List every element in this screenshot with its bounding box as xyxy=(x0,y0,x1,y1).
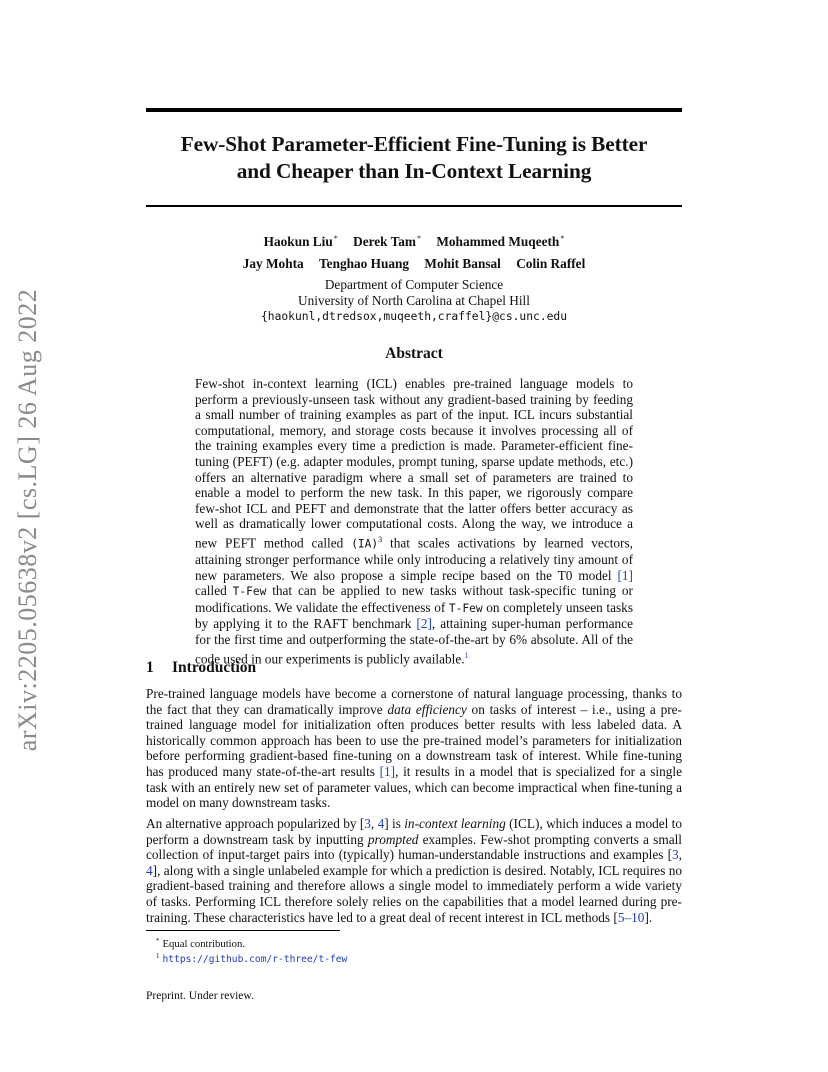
citation-link[interactable]: [1] xyxy=(379,763,396,779)
arxiv-side-stamp: arXiv:2205.05638v2 [cs.LG] 26 Aug 2022 xyxy=(13,288,42,752)
paper-title xyxy=(146,131,682,185)
footnote-equal-contribution: * Equal contribution. xyxy=(156,937,246,950)
method-name: (IA) xyxy=(351,537,379,551)
footnote-code-link: $^1$ https://github.com/r-three/t-few xyxy=(156,952,348,965)
intro-paragraph-1: Pre-trained language models have become a cornerstone of natural language processing, thanks to the fact that they can dramatically improve data efficiency on tasks of interest – i.e., using a pre-trained language model for initialization often produces better results with less labeled data. A historically common approach has been to use the pre-trained model’s parameters for initialization before performing gradient-based fine-tuning on a downstream task of interest. While fine-tuning has produced many state-of-the-art results [1], it results in a model that is specialized for a single task with an entirely new set of parameter values, which can become impractical when fine-tuning a model on many downstream tasks. xyxy=(146,686,683,811)
abstract-body: Few-shot in-context learning (ICL) enables pre-trained language models to perform a previously-unseen task without any gradient-based training by feeding a small number of training examples as part of the input. ICL incurs substantial computational, memory, and storage costs because it involves processing all of the training examples every time a prediction is made. Parameter-efficient fine-tuning (PEFT) (e.g. adapter modules, prompt tuning, sparse update methods, etc.) offers an alternative paradigm where a small set of parameters are trained to enable a model to perform the new task. In this paper, we rigorously compare few-shot ICL and PEFT and demonstrate that the latter offers better accuracy as well as dramatically lower computational costs. Along the way, we introduce a new PEFT method called (IA)$^3$ that scales activations by learned vectors, attaining stronger performance while only introducing a relatively tiny amount of new parameters. We also propose a simple recipe based on the T0 model [1] called T-Few that can be applied to new tasks without task-specific tuning or modifications. We validate the effectiveness of T-Few on completely unseen tasks by applying it to the RAFT benchmark [2], attaining super-human performance for the first time and outperforming the state-of-the-art by 6% absolute. All of the code used in our experiments is publicly available.$^1$ xyxy=(195,376,634,666)
model-name: T-Few xyxy=(448,601,483,615)
author: Derek Tam* xyxy=(353,234,422,249)
citation-link[interactable]: 4 xyxy=(146,862,153,878)
abstract-heading: Abstract xyxy=(385,345,443,362)
author-emails: {haokunl,dtredsox,muqeeth,craffel}@cs.unc.edu xyxy=(260,310,568,323)
section-heading-introduction: 1 Introduction xyxy=(146,659,257,676)
model-name: T-Few xyxy=(232,585,267,599)
footnote-rule xyxy=(146,930,340,931)
footnote-link[interactable]: 1 xyxy=(464,650,469,660)
preprint-footer: Preprint. Under review. xyxy=(146,990,254,1002)
citation-link[interactable]: [2] xyxy=(416,616,432,632)
title-line-1: Few-Shot Parameter-Efficient Fine-Tuning is Better xyxy=(180,132,648,156)
university: University of North Carolina at Chapel Hill xyxy=(298,293,530,308)
author: Haokun Liu* xyxy=(263,234,338,249)
author: Colin Raffel xyxy=(516,256,586,271)
title-line-2: and Cheaper than In-Context Learning xyxy=(236,159,592,183)
author: Mohammed Muqeeth* xyxy=(436,234,565,249)
citation-link[interactable]: 4 xyxy=(377,816,385,831)
citation-link[interactable]: [1] xyxy=(617,567,633,583)
github-link[interactable]: https://github.com/r-three/t-few xyxy=(162,954,348,965)
intro-paragraph-2: An alternative approach popularized by [3, 4] is in-context learning (ICL), which induces a model to perform a downstream task by inputting prompted examples. Few-shot prompting converts a small collection of input-target pairs into (typically) human-understandable instructions and examples [3, 4], along with a single unlabeled example for which a prediction is desired. Notably, ICL requires no gradient-based training and therefore allows a single model to immediately perform a wide variety of tasks. Performing ICL therefore solely relies on the capabilities that a model learned during pre-training. These characteristics have led to a great deal of recent interest in ICL methods [5–10]. xyxy=(146,816,683,925)
title-bottom-rule xyxy=(146,205,682,207)
author: Jay Mohta xyxy=(242,256,304,271)
title-top-rule xyxy=(146,108,682,112)
author-row-2 xyxy=(146,256,682,272)
author-row-1 xyxy=(146,231,682,250)
citation-link[interactable]: 3 xyxy=(672,847,679,863)
citation-link[interactable]: 5–10 xyxy=(617,909,645,925)
author: Tenghao Huang xyxy=(319,256,410,271)
citation-link[interactable]: 3 xyxy=(364,816,371,831)
affiliation xyxy=(146,277,682,325)
author: Mohit Bansal xyxy=(424,256,501,271)
department: Department of Computer Science xyxy=(324,277,504,292)
